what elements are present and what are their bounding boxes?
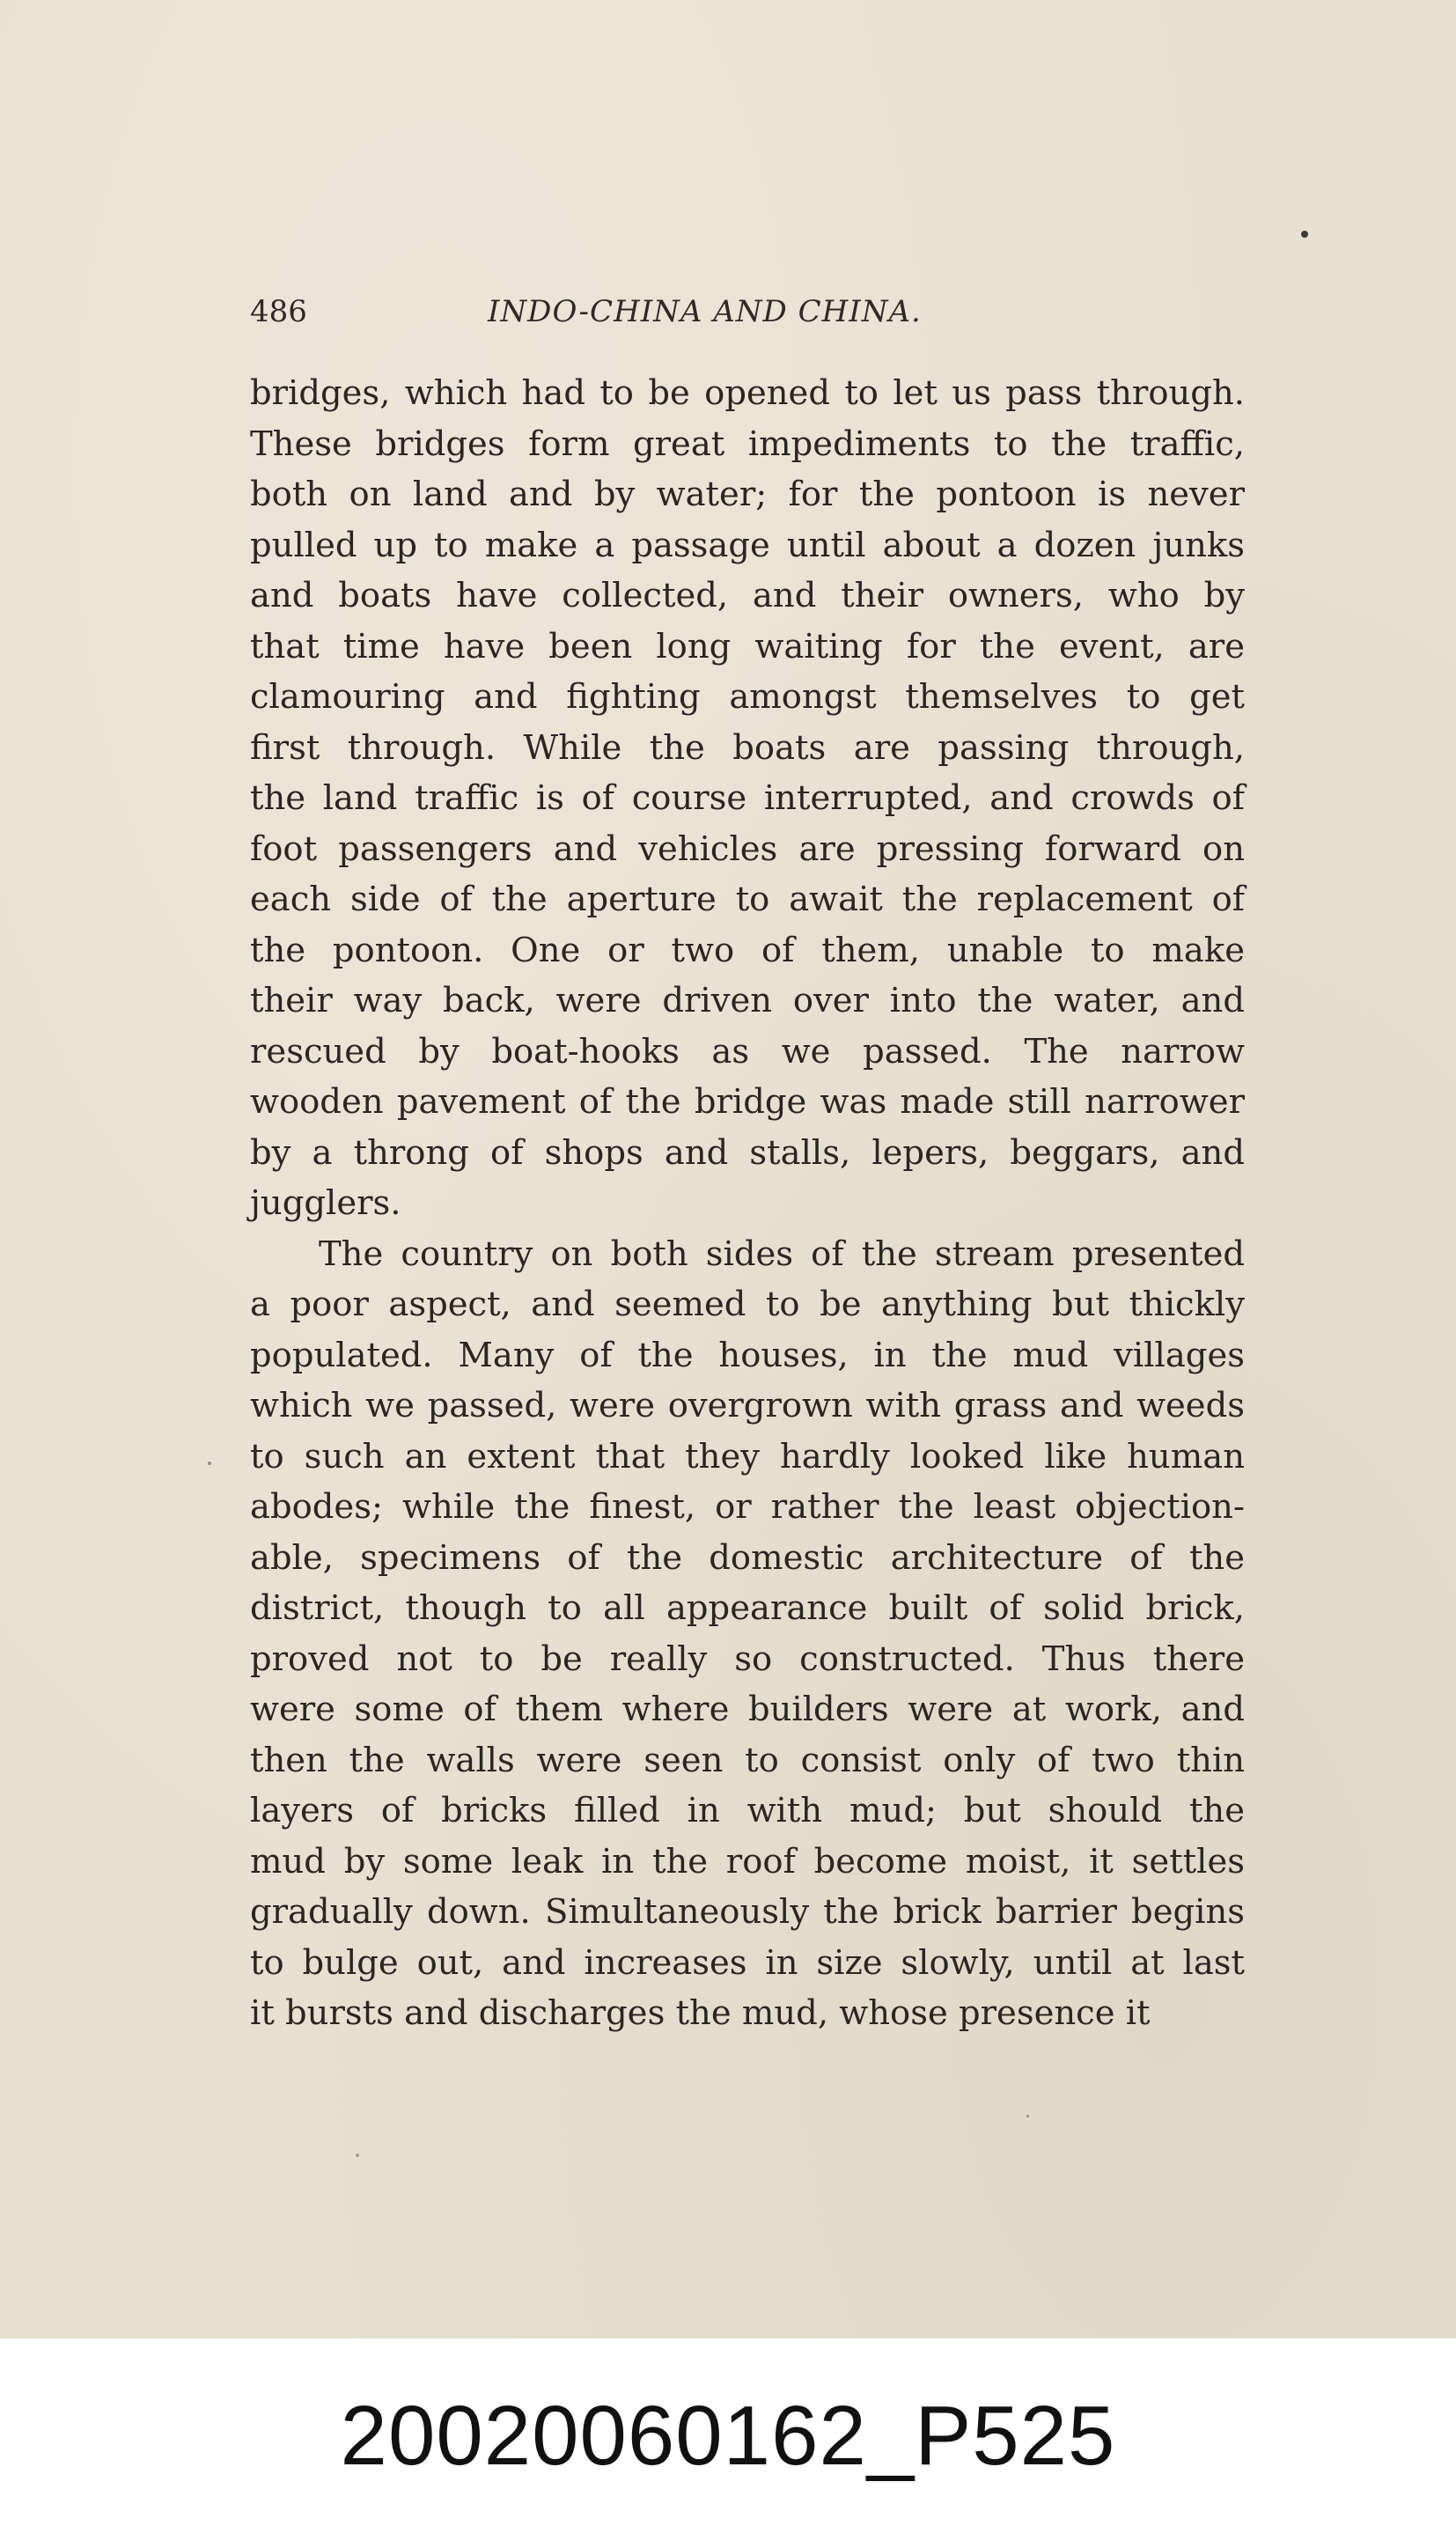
text-line: to such an extent that they hardly looked like human: [250, 1436, 1245, 1477]
text-line: These bridges form great impediments to the traffic,: [250, 423, 1245, 464]
text-line: first through. While the boats are passing through,: [250, 727, 1245, 768]
text-line: mud by some leak in the roof become moist, it settles: [250, 1841, 1245, 1882]
text-line: and boats have collected, and their owners, who by: [250, 576, 1245, 615]
text-line: were some of them where builders were at work, and: [250, 1690, 1245, 1729]
text-line: each side of the aperture to await the replacement of: [250, 880, 1245, 919]
text-line: both on land and by water; for the pontoon is never: [250, 475, 1245, 514]
text-line: then the walls were seen to consist only of two thin: [250, 1740, 1245, 1780]
text-line: which we passed, were overgrown with grass and weeds: [250, 1386, 1245, 1425]
text-line: by a throng of shops and stalls, lepers, beggars, and: [250, 1132, 1245, 1173]
text-line: that time have been long waiting for the event, are: [250, 626, 1245, 666]
text-line: a poor aspect, and seemed to be anything but thickly: [250, 1285, 1245, 1324]
text-line: populated. Many of the houses, in the mud villages: [250, 1335, 1245, 1375]
text-line: layers of bricks filled in with mud; but should the: [250, 1791, 1245, 1830]
text-line: the land traffic is of course interrupted, and crowds of: [250, 778, 1245, 818]
text-line: wooden pavement of the bridge was made still narrower: [250, 1082, 1245, 1122]
text-line: able, specimens of the domestic architecture of the: [250, 1537, 1245, 1578]
text-line: jugglers.: [250, 1183, 401, 1223]
page-number: 486: [250, 294, 307, 329]
text-line: bridges, which had to be opened to let us pass through.: [250, 373, 1245, 413]
text-line: to bulge out, and increases in size slowly, until at last: [250, 1942, 1245, 1983]
text-line: proved not to be really so constructed. Thus there: [250, 1639, 1245, 1679]
running-title: INDO-CHINA AND CHINA.: [488, 294, 922, 329]
ink-speck: [208, 1462, 211, 1465]
text-line: foot passengers and vehicles are pressing forward on: [250, 828, 1245, 869]
text-line: pulled up to make a passage until about a dozen junks: [250, 525, 1245, 565]
text-line: district, though to all appearance built of solid brick,: [250, 1588, 1245, 1628]
ink-speck: [356, 2154, 359, 2157]
ink-speck: [1026, 2115, 1029, 2117]
text-line: their way back, were driven over into the water, and: [250, 981, 1245, 1020]
text-line: The country on both sides of the stream presented: [319, 1233, 1245, 1274]
text-line: the pontoon. One or two of them, unable to make: [250, 930, 1245, 970]
body-text: [250, 368, 1245, 2039]
text-line: abodes; while the finest, or rather the least objection-: [250, 1487, 1245, 1527]
text-line: rescued by boat-hooks as we passed. The narrow: [250, 1031, 1245, 1071]
text-line: clamouring and fighting amongst themselves to get: [250, 677, 1245, 717]
catalog-id: 20020060162_P525: [340, 2389, 1116, 2483]
text-line: gradually down. Simultaneously the brick barrier begins: [250, 1892, 1245, 1932]
ink-speck: [1301, 231, 1308, 238]
text-line: it bursts and discharges the mud, whose presence it: [250, 1993, 1151, 2033]
running-head: [250, 291, 998, 343]
